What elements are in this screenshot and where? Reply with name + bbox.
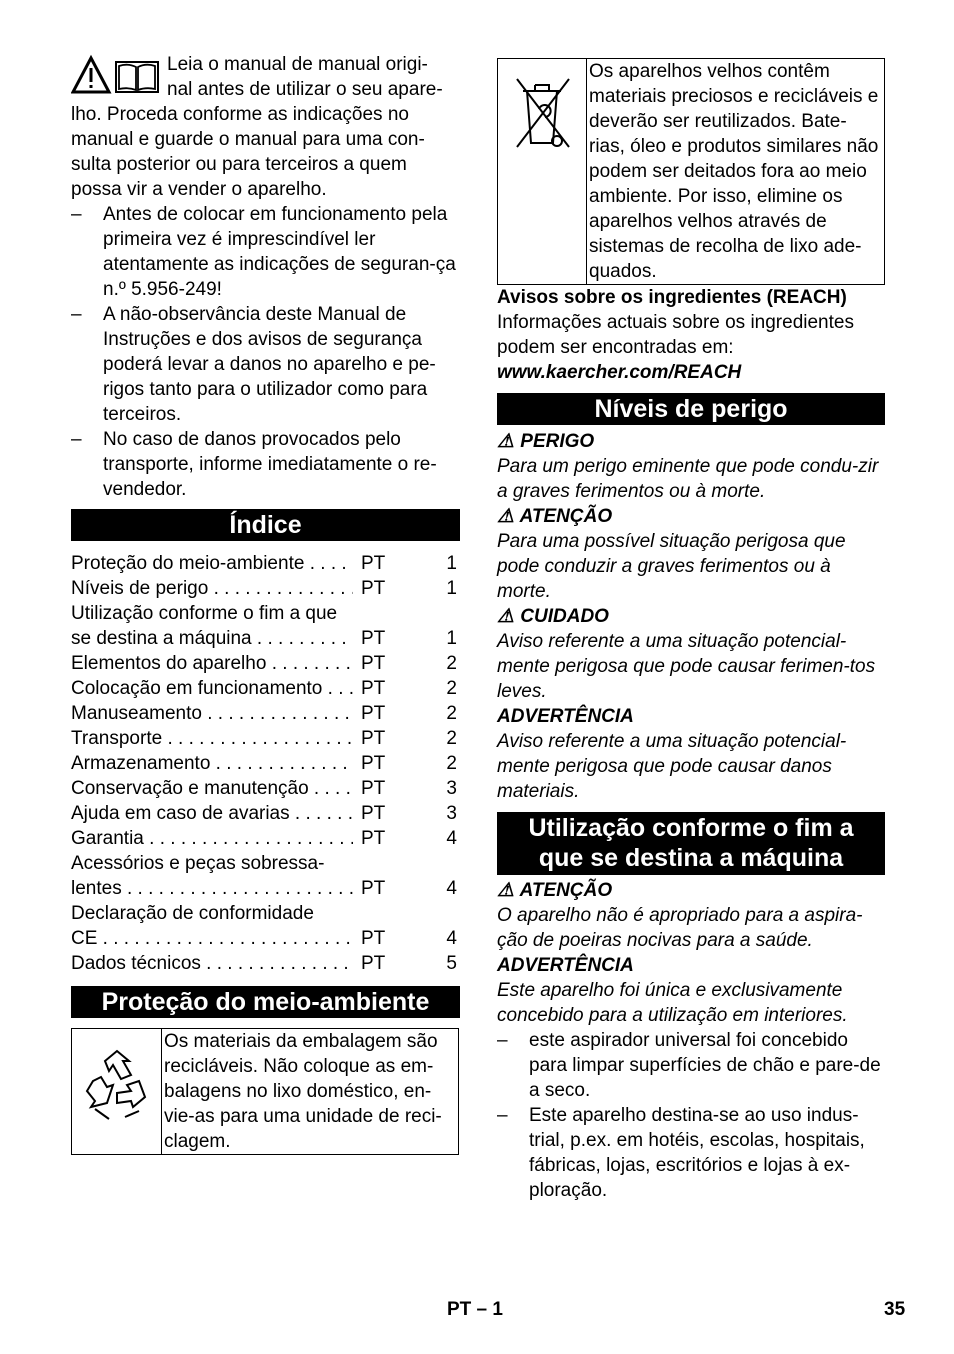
toc-lang: PT	[361, 928, 386, 949]
crossed-bin-icon	[507, 73, 577, 153]
toc-page: 2	[446, 753, 457, 774]
toc-lang: PT	[361, 803, 386, 824]
environment-heading: Proteção do meio-ambiente	[71, 986, 460, 1018]
toc-page: 1	[446, 553, 457, 574]
list-item-text: A não-observância deste Manual de Instruções e dos avisos de segurança poderá levar a danos no aparelho e pe-rigos tanto para o utilizador como para terceiros.	[103, 304, 436, 425]
weee-icon-cell	[498, 59, 587, 284]
cuidado-label	[497, 604, 885, 629]
advertencia-text: Aviso referente a uma situação potencial-mente perigosa que pode causar danos materiais.	[497, 731, 847, 802]
right-column	[497, 52, 885, 1203]
toc-title: Colocação em funcionamento . . .	[71, 676, 353, 701]
cuidado-label-text: CUIDADO	[520, 606, 609, 627]
toc-page: 4	[446, 928, 457, 949]
toc-title: Dados técnicos . . .	[71, 951, 353, 976]
atencao-text: Para uma possível situação perigosa que pode conduzir a graves ferimentos ou à morte.	[497, 531, 846, 602]
toc-lang: PT	[361, 553, 386, 574]
list-item-text: Antes de colocar em funcionamento pela primeira vez é imprescindível ler atentamente as indicações de seguran-ça n.º 5.956-249!	[103, 204, 456, 300]
cuidado-text: Aviso referente a uma situação potencial-mente perigosa que pode causar ferimen-tos leves.	[497, 631, 876, 702]
toc-page: 4	[446, 878, 457, 899]
toc-title: Níveis de perigo . . .	[71, 576, 353, 601]
toc-title: Transporte . . .	[71, 726, 353, 751]
perigo-text: Para um perigo eminente que pode condu-zir a graves ferimentos ou à morte.	[497, 456, 879, 502]
toc-title: Manuseamento . . .	[71, 701, 353, 726]
recycling-text: Os materiais da embalagem são recicláveis. Não coloque as em-balagens no lixo doméstico, en-vie-as para uma unidade de reci-clagem.	[164, 1031, 442, 1152]
toc-lang: PT	[361, 878, 386, 899]
toc-page: 1	[446, 628, 457, 649]
reach-text: Informações actuais sobre os ingredientes podem ser encontradas em:	[497, 312, 854, 358]
toc-title: Proteção do meio-ambiente . . .	[71, 551, 353, 576]
list-item-text: No caso de danos provocados pelo transporte, informe imediatamente o re-vendedor.	[103, 429, 437, 500]
dash: –	[71, 429, 82, 450]
perigo-label	[497, 429, 885, 454]
toc-lang: PT	[361, 828, 386, 849]
left-column	[71, 52, 460, 1155]
toc-lang: PT	[361, 753, 386, 774]
intended-use-heading	[497, 812, 885, 875]
atencao-label-text: ATENÇÃO	[519, 506, 613, 527]
footer-page-number: 35	[884, 1299, 906, 1320]
intro-line-2: nal antes de utilizar o seu apare-	[167, 79, 443, 100]
toc-title-line: Declaração de conformidade	[71, 903, 314, 924]
intended-use-heading-line2: que se destina a máquina	[538, 844, 844, 872]
toc-page: 1	[446, 578, 457, 599]
toc-title: Ajuda em caso de avarias . . .	[71, 801, 353, 826]
use-atencao-label-text: ATENÇÃO	[519, 880, 613, 901]
warning-icon: ⚠	[497, 506, 515, 527]
list-item	[71, 427, 460, 502]
toc-title: Armazenamento . . .	[71, 751, 353, 776]
index-heading: Índice	[71, 509, 460, 541]
toc-lang: PT	[361, 578, 386, 599]
intro-line-1: Leia o manual de manual origi-	[167, 54, 428, 75]
use-advertencia-text: Este aparelho foi única e exclusivamente concebido para a utilização em interiores.	[497, 980, 848, 1026]
toc-title-line: Utilização conforme o fim a que	[71, 603, 338, 624]
advertencia-label: ADVERTÊNCIA	[497, 706, 634, 727]
toc-page: 4	[446, 828, 457, 849]
toc-page: 3	[446, 803, 457, 824]
table-of-contents	[71, 551, 460, 976]
toc-page: 2	[446, 678, 457, 699]
toc-page: 2	[446, 703, 457, 724]
recycling-icon	[79, 1047, 155, 1123]
toc-title-line: Acessórios e peças sobressa-	[71, 853, 325, 874]
toc-page: 2	[446, 653, 457, 674]
warning-icon: ⚠	[497, 880, 515, 901]
list-item	[497, 1028, 885, 1103]
weee-box	[497, 58, 885, 285]
toc-title: Garantia . . .	[71, 826, 353, 851]
toc-page: 2	[446, 728, 457, 749]
list-item-text: Este aparelho destina-se ao uso indus-trial, p.ex. em hotéis, escolas, hospitais, fábricas, lojas, escritórios e lojas à ex-ploração.	[529, 1105, 865, 1201]
intro-text: lho. Proceda conforme as indicações no manual e guarde o manual para uma con-sulta posterior ou para terceiros a quem possa vir a vender o aparelho.	[71, 104, 425, 200]
toc-lang: PT	[361, 653, 386, 674]
toc-title: Conservação e manutenção . . .	[71, 776, 353, 801]
weee-text: Os aparelhos velhos contêm materiais preciosos e recicláveis e deverão ser reutilizados. Bate-rias, óleo e produtos similares não podem ser deitados fora ao meio ambiente. Por isso, elimine os aparelhos velhos através de sistemas de recolha de lixo ade-quados.	[589, 61, 879, 282]
recycling-icon-cell	[72, 1029, 162, 1154]
toc-title: Elementos do aparelho . . .	[71, 651, 353, 676]
warning-icon: ⚠	[497, 431, 515, 452]
dash: –	[71, 304, 82, 325]
toc-lang: PT	[361, 628, 386, 649]
footer-page-label: PT – 1	[447, 1299, 503, 1320]
reach-link[interactable]: www.kaercher.com/REACH	[497, 362, 742, 383]
toc-page: 3	[446, 778, 457, 799]
list-item	[497, 1103, 885, 1203]
dash: –	[497, 1030, 508, 1051]
perigo-label-text: PERIGO	[520, 431, 595, 452]
toc-title: CE . . .	[71, 926, 353, 951]
danger-levels-heading: Níveis de perigo	[497, 393, 885, 425]
toc-lang: PT	[361, 953, 386, 974]
toc-lang: PT	[361, 728, 386, 749]
toc-page: 5	[446, 953, 457, 974]
list-item	[71, 302, 460, 427]
intended-use-heading-line1: Utilização conforme o fim a	[528, 814, 854, 842]
warning-manual-icon	[71, 54, 161, 100]
atencao-label	[497, 504, 885, 529]
list-item	[71, 202, 460, 302]
recycling-box	[71, 1028, 459, 1155]
intro-icons	[71, 54, 161, 100]
list-item-text: este aspirador universal foi concebido para limpar superfícies de chão e pare-de a seco.	[529, 1030, 881, 1101]
dash: –	[71, 204, 82, 225]
toc-title: lentes . . .	[71, 876, 353, 901]
toc-lang: PT	[361, 703, 386, 724]
toc-lang: PT	[361, 778, 386, 799]
use-atencao-label	[497, 878, 885, 903]
toc-title: se destina a máquina . . .	[71, 626, 353, 651]
dash: –	[497, 1105, 508, 1126]
warning-icon: ⚠	[497, 606, 515, 627]
use-atencao-text: O aparelho não é apropriado para a aspira-ção de poeiras nocivas para a saúde.	[497, 905, 863, 951]
toc-lang: PT	[361, 678, 386, 699]
reach-heading: Avisos sobre os ingredientes (REACH)	[497, 287, 847, 308]
use-advertencia-label: ADVERTÊNCIA	[497, 955, 634, 976]
